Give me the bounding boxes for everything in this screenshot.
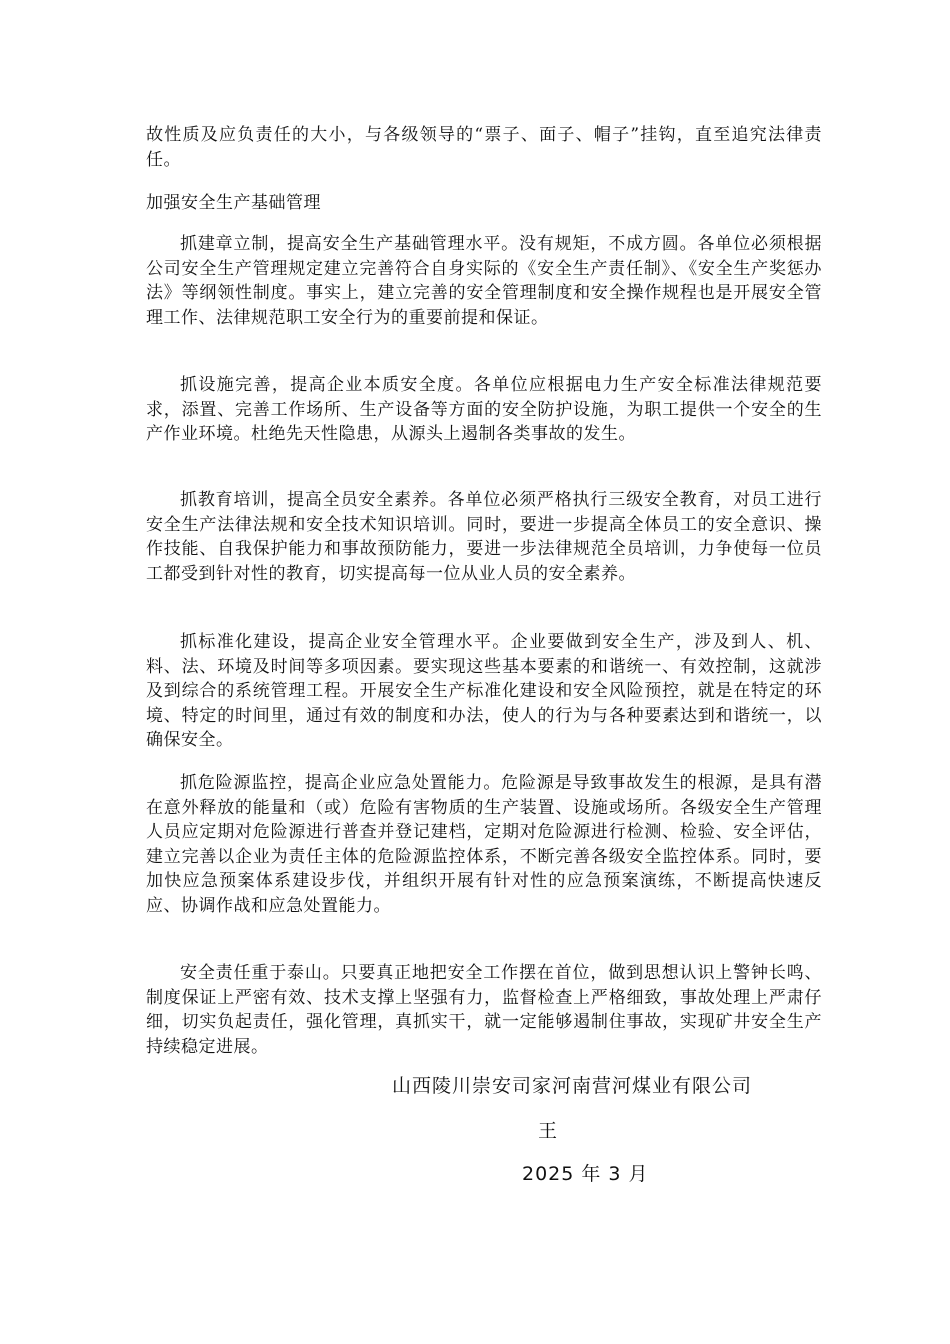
paragraph-facilities: 抓设施完善，提高企业本质安全度。各单位应根据电力生产安全标准法律规范要求，添置、完善工作场所、生产设备等方面的安全防护设施，为职工提供一个安全的生产作业环境。杜绝先天性隐患，从源头上遏制各类事故的发生。 [146,375,822,445]
paragraph-conclusion: 安全责任重于泰山。只要真正地把安全工作摆在首位，做到思想认识上警钟长鸣、制度保证上严密有效、技术支撑上坚强有力，监督检查上严格细致，事故处理上严肃仔细，切实负起责任，强化管理，真抓实干，就一定能够遏制住事故，实现矿井安全生产持续稳定进展。 [146,963,822,1057]
paragraph-training: 抓教育培训，提高全员安全素养。各单位必须严格执行三级安全教育，对员工进行安全生产法律法规和安全技术知识培训。同时，要进一步提高全体员工的安全意识、操作技能、自我保护能力和事故预防能力，要进一步法律规范全员培训，力争使每一位员工都受到针对性的教育，切实提高每一位从业人员的安全素养。 [146,490,822,584]
signature-company: 山西陵川崇安司家河南营河煤业有限公司 [392,1075,753,1097]
paragraph-regulations: 抓建章立制，提高安全生产基础管理水平。没有规矩，不成方圆。各单位必须根据公司安全生产管理规定建立完善符合自身实际的《安全生产责任制》、《安全生产奖惩办法》等纲领性制度。事实上，建立完善的安全管理制度和安全操作规程也是开展安全管理工作、法律规范职工安全行为的重要前提和保证。 [146,234,822,328]
paragraph-standardization: 抓标准化建设，提高企业安全管理水平。企业要做到安全生产，涉及到人、机、料、法、环境及时间等多项因素。要实现这些基本要素的和谐统一、有效控制，这就涉及到综合的系统管理工程。开展安全生产标准化建设和安全风险预控，就是在特定的环境、特定的时间里，通过有效的制度和办法，使人的行为与各种要素达到和谐统一，以确保安全。 [146,632,822,751]
signature-date: 2025 年 3 月 [522,1163,649,1185]
signature-person: 王 [538,1120,559,1142]
paragraph-hazard-monitoring: 抓危险源监控，提高企业应急处置能力。危险源是导致事故发生的根源，是具有潜在意外释放的能量和（或）危险有害物质的生产装置、设施或场所。各级安全生产管理人员应定期对危险源进行普查并登记建档，定期对危险源进行检测、检验、安全评估，建立完善以企业为责任主体的危险源监控体系，不断完善各级安全监控体系。同时，要加快应急预案体系建设步伐，并组织开展有针对性的应急预案演练，不断提高快速反应、协调作战和应急处置能力。 [146,773,822,916]
section-heading: 加强安全生产基础管理 [146,193,321,213]
intro-paragraph: 故性质及应负责任的大小，与各级领导的“票子、面子、帽子”挂钩，直至追究法律责任。 [146,125,822,170]
